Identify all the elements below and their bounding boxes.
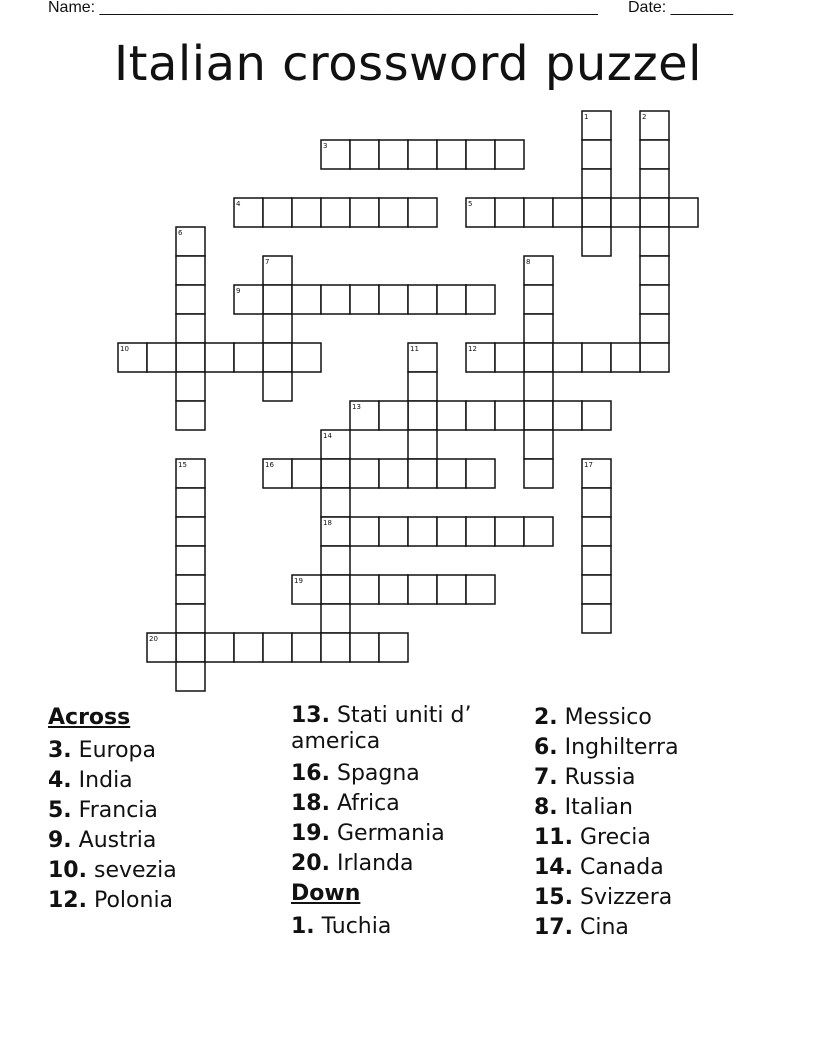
crossword-cell[interactable] [176,517,205,546]
crossword-cell[interactable] [495,198,524,227]
crossword-cell[interactable] [466,459,495,488]
cell-number: 14 [323,432,332,440]
crossword-cell[interactable] [176,256,205,285]
crossword-cell[interactable] [321,488,350,517]
crossword-cell[interactable] [582,546,611,575]
cell-number: 7 [265,258,270,266]
crossword-cell[interactable] [379,459,408,488]
crossword-cell[interactable] [640,285,669,314]
crossword-cell[interactable] [350,198,379,227]
crossword-cell[interactable] [640,198,669,227]
crossword-cell[interactable] [176,546,205,575]
cell-number: 18 [323,519,332,527]
crossword-cell[interactable] [176,343,205,372]
crossword-cell[interactable] [292,285,321,314]
crossword-cell[interactable] [466,517,495,546]
clue-down: 15. Svizzera [534,885,673,910]
clues-column-1 [48,703,278,916]
clue-down: 7. Russia [534,765,636,790]
crossword-cell[interactable] [263,633,292,662]
crossword-cell[interactable] [263,372,292,401]
crossword-cell[interactable] [437,575,466,604]
crossword-cell[interactable] [408,459,437,488]
crossword-cell[interactable] [176,314,205,343]
clues-column-3 [534,703,774,943]
date-field[interactable]: Date: _______ [628,0,733,16]
cell-number: 6 [178,229,183,237]
cell-number: 8 [526,258,531,266]
crossword-cell[interactable] [640,256,669,285]
crossword-cell[interactable] [640,140,669,169]
crossword-cell[interactable] [669,198,698,227]
cell-number: 13 [352,403,361,411]
cell-number: 12 [468,345,477,353]
crossword-cell[interactable] [176,662,205,691]
crossword-cell[interactable] [495,517,524,546]
across-header: Across [48,705,131,730]
crossword-cell[interactable] [263,285,292,314]
crossword-cell[interactable] [582,227,611,256]
cell-number: 15 [178,461,187,469]
crossword-cell[interactable] [524,459,553,488]
crossword-cell[interactable] [495,140,524,169]
crossword-cell[interactable] [205,343,234,372]
crossword-cell[interactable] [408,575,437,604]
crossword-cell[interactable] [495,343,524,372]
cell-number: 16 [265,461,274,469]
clue-down: 14. Canada [534,855,664,880]
crossword-cell[interactable] [582,517,611,546]
crossword-cell[interactable] [176,575,205,604]
clue-across: 9. Austria [48,828,157,853]
crossword-cell[interactable] [292,633,321,662]
crossword-cell[interactable] [379,517,408,546]
crossword-cell[interactable] [408,517,437,546]
crossword-cell[interactable] [553,401,582,430]
cell-number: 11 [410,345,419,353]
crossword-cell[interactable] [582,604,611,633]
crossword-cell[interactable] [524,517,553,546]
crossword-cell[interactable] [176,372,205,401]
clue-across: 19. Germania [291,821,445,846]
crossword-cell[interactable] [379,285,408,314]
crossword-cell[interactable] [176,604,205,633]
clue-across: 12. Polonia [48,888,174,913]
crossword-cell[interactable] [379,140,408,169]
crossword-cell[interactable] [524,285,553,314]
crossword-cell[interactable] [582,169,611,198]
crossword-cell[interactable] [408,430,437,459]
crossword-cell[interactable] [350,517,379,546]
clue-across: 4. India [48,768,133,793]
crossword-cell[interactable] [321,285,350,314]
crossword-cell[interactable] [466,140,495,169]
crossword-cell[interactable] [292,198,321,227]
crossword-cell[interactable] [292,459,321,488]
clue-down: 8. Italian [534,795,633,820]
crossword-cell[interactable] [292,343,321,372]
crossword-cell[interactable] [321,633,350,662]
clue-across: 3. Europa [48,738,156,763]
crossword-cell[interactable] [321,198,350,227]
crossword-cell[interactable] [640,314,669,343]
cell-number: 4 [236,200,241,208]
crossword-cell[interactable] [408,401,437,430]
crossword-cell[interactable] [640,169,669,198]
clues-column-2 [291,703,526,942]
crossword-cell[interactable] [408,372,437,401]
crossword-cell[interactable] [553,343,582,372]
crossword-cell[interactable] [611,343,640,372]
crossword-cell[interactable] [582,343,611,372]
cell-number: 2 [642,113,647,121]
crossword-cell[interactable] [524,372,553,401]
crossword-cell[interactable] [321,459,350,488]
crossword-cell[interactable] [495,401,524,430]
cell-number: 17 [584,461,593,469]
crossword-cell[interactable] [582,575,611,604]
cell-number: 1 [584,113,589,121]
crossword-cell[interactable] [408,285,437,314]
crossword-cell[interactable] [582,488,611,517]
cell-number: 3 [323,142,328,150]
crossword-cell[interactable] [379,633,408,662]
crossword-cell[interactable] [466,401,495,430]
crossword-cell[interactable] [176,633,205,662]
clue-across: 16. Spagna [291,761,420,786]
crossword-cell[interactable] [147,343,176,372]
crossword-cell[interactable] [321,546,350,575]
crossword-cell[interactable] [582,401,611,430]
clue-down: 6. Inghilterra [534,735,679,760]
crossword-cell[interactable] [524,430,553,459]
cell-number: 5 [468,200,473,208]
crossword-cell[interactable] [350,633,379,662]
crossword-cell[interactable] [263,343,292,372]
crossword-cell[interactable] [379,198,408,227]
clue-down: 2. Messico [534,705,652,730]
down-header: Down [291,881,361,906]
clue-down: 17. Cina [534,915,629,940]
crossword-cell[interactable] [176,285,205,314]
clue-across: 13. Stati uniti d’ america [291,703,472,754]
page-title: Italian crossword puzzel [114,36,702,92]
crossword-cell[interactable] [408,140,437,169]
crossword-cell[interactable] [437,517,466,546]
crossword-cell[interactable] [524,314,553,343]
crossword-cell[interactable] [205,633,234,662]
crossword-cell[interactable] [263,314,292,343]
clue-down: 1. Tuchia [291,914,392,939]
crossword-cell[interactable] [437,285,466,314]
cell-number: 20 [149,635,158,643]
crossword-cell[interactable] [582,140,611,169]
clue-across: 10. sevezia [48,858,177,883]
crossword-cell[interactable] [321,575,350,604]
crossword-cell[interactable] [437,140,466,169]
clue-down: 11. Grecia [534,825,651,850]
crossword-cell[interactable] [350,575,379,604]
cell-number: 10 [120,345,129,353]
crossword-cell[interactable] [524,343,553,372]
crossword-cell[interactable] [234,343,263,372]
crossword-cell[interactable] [408,198,437,227]
crossword-cell[interactable] [350,459,379,488]
crossword-cell[interactable] [379,401,408,430]
crossword-cell[interactable] [176,401,205,430]
crossword-cell[interactable] [437,459,466,488]
crossword-cell[interactable] [234,633,263,662]
clue-across: 20. Irlanda [291,851,414,876]
crossword-cell[interactable] [553,198,582,227]
crossword-cell[interactable] [524,401,553,430]
crossword-cell[interactable] [640,343,669,372]
crossword-cell[interactable] [466,285,495,314]
cell-number: 9 [236,287,241,295]
crossword-cell[interactable] [321,604,350,633]
clue-across: 18. Africa [291,791,400,816]
crossword-cell[interactable] [582,198,611,227]
crossword-cell[interactable] [466,575,495,604]
name-field[interactable]: Name: ________________________________________________________ [48,0,598,16]
cell-number: 19 [294,577,303,585]
crossword-cell[interactable] [640,227,669,256]
crossword-cell[interactable] [176,488,205,517]
crossword-cell[interactable] [350,285,379,314]
crossword-cell[interactable] [379,575,408,604]
crossword-cell[interactable] [350,140,379,169]
clue-across: 5. Francia [48,798,158,823]
crossword-cell[interactable] [437,401,466,430]
crossword-cell[interactable] [524,198,553,227]
crossword-cell[interactable] [263,198,292,227]
crossword-cell[interactable] [611,198,640,227]
